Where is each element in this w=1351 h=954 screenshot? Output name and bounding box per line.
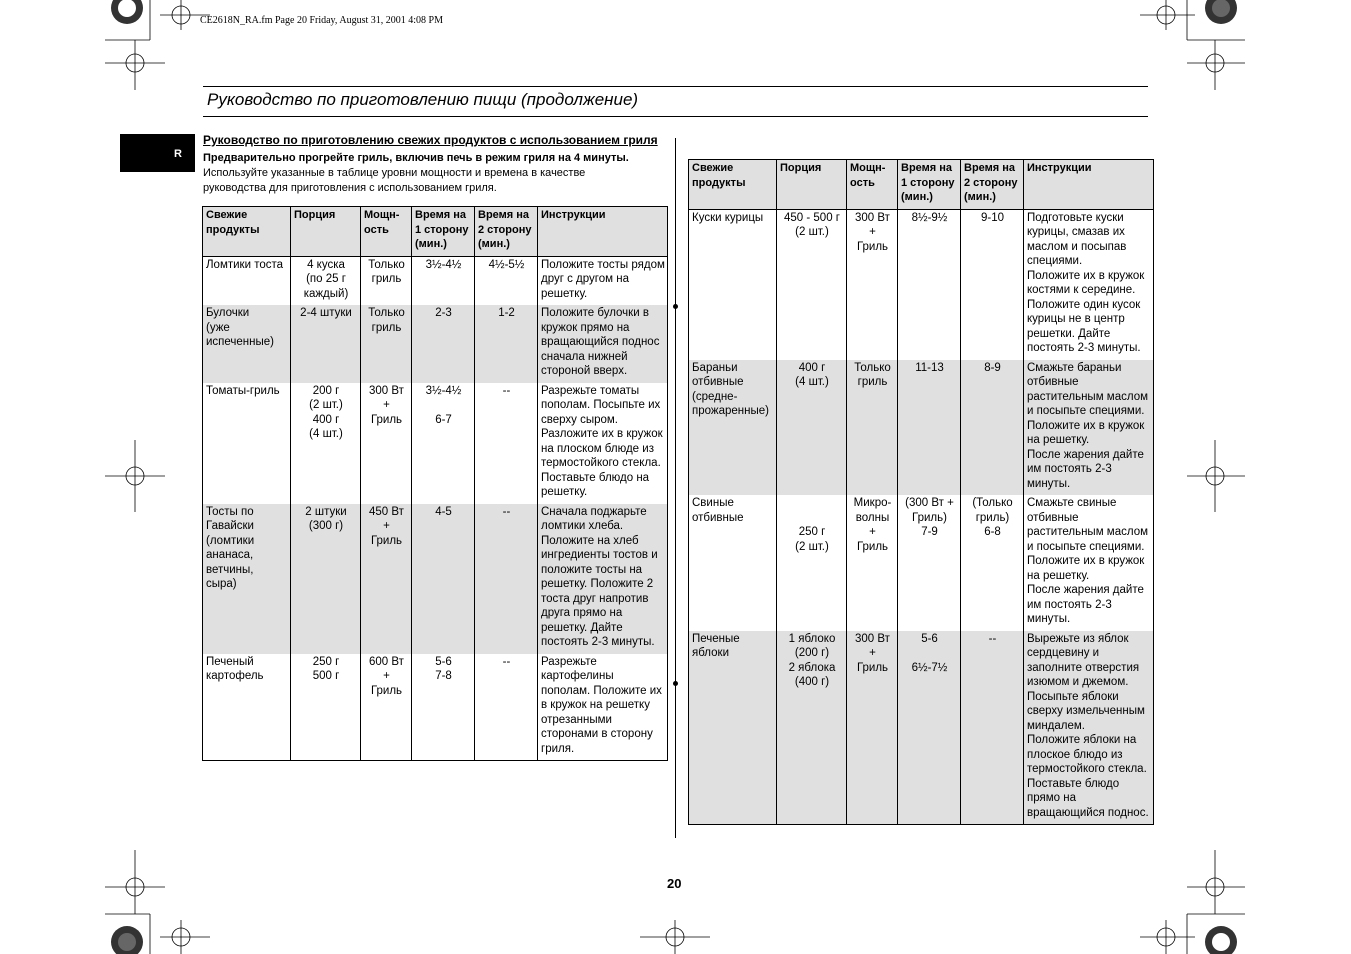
portion-cell-text: 250 г 500 г: [312, 655, 340, 682]
food-cell-text: Томаты-гриль: [206, 384, 280, 397]
portion-cell-text: 400 г (4 шт.): [795, 361, 829, 388]
portion-cell-text: 450 - 500 г (2 шт.): [784, 211, 840, 238]
portion-cell: [291, 256, 361, 305]
food-cell-text: Печеные яблоки: [692, 632, 740, 659]
col-header-power: Мощн-ость: [847, 160, 898, 210]
table-row: [203, 504, 668, 654]
side2-cell-text: --: [502, 655, 511, 668]
power-cell: [847, 631, 898, 825]
power-cell-text: Только гриль: [368, 258, 405, 285]
side1-cell: [412, 504, 475, 654]
section-text: Используйте указанные в таблице уровни мощности и времена в качестве руководства для приготовления с использованием гриля.: [203, 167, 586, 194]
side1-cell-text: 8½-9½: [911, 211, 948, 224]
table-row: [203, 305, 668, 383]
side1-cell: [898, 631, 961, 825]
side1-cell-text: 5-6 6½-7½: [911, 632, 948, 674]
side2-cell: [475, 305, 538, 383]
instructions-cell-text: Сначала поджарьте ломтики хлеба. Положите на хлеб ингредиенты тостов и положите тосты на решетку. Положите 2 тоста друг напротив друга прямо на решетку. Дайте постоять 2-3 минуты.: [541, 505, 658, 648]
col-header-side1: Время на 1 сторону (мин.): [898, 160, 961, 210]
portion-cell-text: 2-4 штуки: [300, 307, 352, 319]
table-row: [689, 209, 1154, 360]
power-cell-text: 450 Вт + Гриль: [369, 505, 404, 547]
food-cell-text: Свиные отбивные: [692, 497, 744, 524]
food-cell-text: Булочки (уже испеченные): [206, 307, 274, 348]
table-row: [203, 654, 668, 761]
power-cell: [361, 504, 412, 654]
side2-cell: [961, 209, 1024, 360]
side1-cell: [412, 305, 475, 383]
power-cell: [847, 360, 898, 496]
side2-cell: [475, 654, 538, 761]
portion-cell: [291, 504, 361, 654]
table-row: [689, 631, 1154, 825]
section-title: Руководство по приготовлению свежих продуктов с использованием гриля: [203, 133, 658, 147]
col-header-portion: Порция: [291, 207, 361, 257]
food-cell: [203, 383, 291, 504]
side2-cell: [475, 504, 538, 654]
food-cell: [203, 256, 291, 305]
portion-cell: [777, 360, 847, 496]
side1-cell: [898, 495, 961, 631]
side1-cell-text: 2-3: [435, 307, 452, 319]
side2-cell-text: --: [502, 384, 511, 397]
language-tab: [120, 134, 195, 172]
power-cell: [361, 654, 412, 761]
side2-cell-text: 9-10: [980, 211, 1005, 224]
side1-cell: [898, 360, 961, 496]
portion-cell-text: 4 куска (по 25 г каждый): [303, 258, 349, 300]
instructions-cell: [538, 256, 668, 305]
food-cell-text: Тосты по Гавайски (ломтики ананаса, ветчины, сыра): [206, 505, 255, 590]
food-cell: [689, 360, 777, 496]
instructions-cell-text: Подготовьте куски курицы, смазав их маслом и посыпав специями. Положите их в кружок костями к середине. Положите один кусок курицы не в центр решетки. Дайте постоять 2-3 минуты.: [1027, 211, 1145, 354]
side1-cell: [412, 654, 475, 761]
power-cell-text: 300 Вт + Гриль: [369, 384, 404, 426]
side1-cell: [412, 383, 475, 504]
table-row: [689, 360, 1154, 496]
power-cell: [847, 209, 898, 360]
power-cell: [847, 495, 898, 631]
side2-cell: [475, 256, 538, 305]
food-cell: [203, 504, 291, 654]
language-tab-label: R: [174, 148, 182, 160]
food-cell: [689, 209, 777, 360]
side1-cell-text: 11-13: [915, 361, 944, 374]
portion-cell: [777, 495, 847, 631]
col-header-instructions: Инструкции: [1024, 160, 1154, 210]
portion-cell-text: 250 г (2 шт.): [795, 526, 829, 553]
side2-cell-text: --: [988, 632, 997, 645]
side2-cell: [961, 495, 1024, 631]
instructions-cell-text: Смажьте бараньи отбивные растительным маслом и посыпьте специями. Положите их в кружок на решетку. После жарения дайте им постоять 2-3 минуты.: [1027, 361, 1148, 490]
power-cell-text: Только гриль: [854, 361, 891, 388]
instructions-cell-text: Вырежьте из яблок сердцевину и заполните отверстия изюмом и джемом. Посыпьте яблоки сверху измельченным миндалем. Положите яблоки на плоское блюдо из термостойкого стекла. Поставьте блюдо прямо на вращающийся поднос.: [1027, 632, 1149, 819]
table-row: [203, 256, 668, 305]
power-cell-text: 600 Вт + Гриль: [369, 655, 404, 697]
side1-cell: [898, 209, 961, 360]
instructions-cell: [538, 654, 668, 761]
food-cell: [689, 495, 777, 631]
portion-cell-text: 2 штуки (300 г): [305, 505, 347, 532]
instructions-cell-text: Смажьте свиные отбивные растительным маслом и посыпьте специями. Положите их в кружок на решетку. После жарения дайте им постоять 2-3 минуты.: [1027, 497, 1148, 625]
food-cell-text: Печеный картофель: [206, 655, 264, 682]
side1-cell-text: 3½-4½: [425, 258, 462, 271]
left-cooking-table: [202, 206, 668, 761]
instructions-cell: [538, 504, 668, 654]
side2-cell-text: 4½-5½: [488, 258, 525, 271]
instructions-cell-text: Положите булочки в кружок прямо на вращающийся поднос сначала нижней стороной вверх.: [541, 307, 660, 377]
portion-cell: [777, 209, 847, 360]
side1-cell-text: 4-5: [435, 505, 452, 518]
side2-cell: [961, 631, 1024, 825]
col-header-portion: Порция: [777, 160, 847, 210]
side2-cell-text: 8-9: [984, 361, 1001, 374]
power-cell: [361, 256, 412, 305]
instructions-cell-text: Положите тосты рядом друг с другом на решетку.: [541, 258, 665, 300]
side1-cell-text: 5-6 7-8: [435, 655, 452, 682]
power-cell: [361, 305, 412, 383]
side2-cell-text: --: [502, 505, 511, 518]
food-cell: [203, 305, 291, 383]
portion-cell-text: 200 г (2 шт.) 400 г (4 шт.): [309, 384, 343, 440]
col-header-side2: Время на 2 сторону (мин.): [961, 160, 1024, 210]
side1-cell-text: 3½-4½ 6-7: [425, 384, 462, 426]
col-header-side2: Время на 2 сторону (мин.): [475, 207, 538, 257]
section-subtitle: Предварительно прогрейте гриль, включив печь в режим гриля на 4 минуты.: [203, 152, 629, 164]
food-cell-text: Ломтики тоста: [206, 258, 284, 271]
col-header-power: Мощн-ость: [361, 207, 412, 257]
side2-cell: [475, 383, 538, 504]
portion-cell-text: 1 яблоко (200 г) 2 яблока (400 г): [788, 632, 836, 688]
instructions-cell-text: Разрежьте картофелины пополам. Положите их в кружок на решетку отрезанными сторонами в сторону гриля.: [541, 655, 662, 755]
power-cell-text: 300 Вт + Гриль: [855, 211, 890, 253]
right-cooking-table: [688, 159, 1154, 825]
instructions-cell: [1024, 495, 1154, 631]
food-cell: [689, 631, 777, 825]
file-header: CE2618N_RA.fm Page 20 Friday, August 31, 2001 4:08 PM: [200, 15, 443, 26]
instructions-cell: [1024, 631, 1154, 825]
divider-dot: [673, 681, 678, 686]
title-rule-top: [203, 86, 1148, 87]
food-cell-text: Куски курицы: [692, 211, 764, 224]
food-cell-text: Бараньи отбивные (средне- прожаренные): [692, 361, 769, 417]
portion-cell: [291, 305, 361, 383]
side1-cell-text: (300 Вт + Гриль) 7-9: [905, 497, 954, 538]
side2-cell: [961, 360, 1024, 496]
col-header-food: Свежие продукты: [689, 160, 777, 210]
col-header-instructions: Инструкции: [538, 207, 668, 257]
title-rule-bottom: [203, 116, 1148, 117]
col-header-side1: Время на 1 сторону (мин.): [412, 207, 475, 257]
portion-cell: [777, 631, 847, 825]
food-cell: [203, 654, 291, 761]
column-divider: [675, 138, 676, 838]
side2-cell-text: 1-2: [498, 307, 515, 319]
page-number: 20: [667, 876, 682, 891]
portion-cell: [291, 654, 361, 761]
instructions-cell: [1024, 209, 1154, 360]
table-row: [689, 495, 1154, 631]
instructions-cell: [1024, 360, 1154, 496]
power-cell-text: 300 Вт + Гриль: [855, 632, 890, 674]
table-row: [203, 383, 668, 504]
side2-cell-text: (Только гриль) 6-8: [972, 497, 1013, 538]
power-cell-text: Микро- волны + Гриль: [853, 497, 892, 553]
side1-cell: [412, 256, 475, 305]
instructions-cell-text: Разрежьте томаты пополам. Посыпьте их сверху сыром. Разложите их в кружок на плоском блюде из термостойкого стекла. Поставьте блюдо на решетку.: [541, 384, 663, 498]
page-title: Руководство по приготовлению пищи (продолжение): [207, 90, 639, 109]
instructions-cell: [538, 305, 668, 383]
instructions-cell: [538, 383, 668, 504]
power-cell: [361, 383, 412, 504]
portion-cell: [291, 383, 361, 504]
divider-dot: [673, 304, 678, 309]
power-cell-text: Только гриль: [368, 307, 405, 334]
col-header-food: Свежие продукты: [203, 207, 291, 257]
